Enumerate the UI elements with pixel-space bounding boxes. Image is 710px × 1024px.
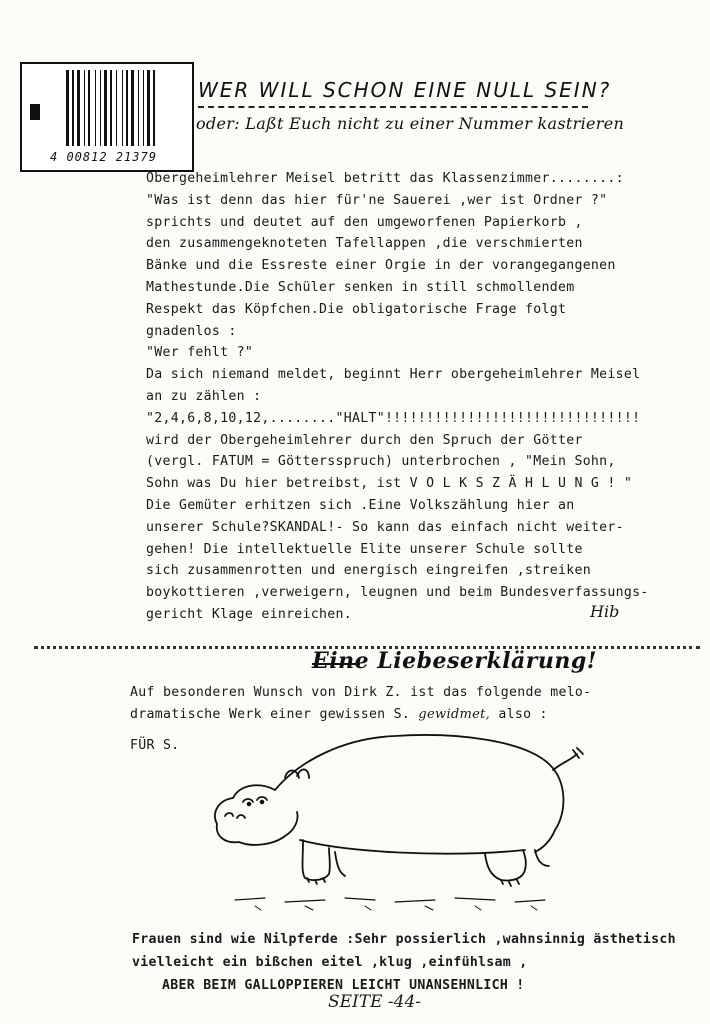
article-line: Mathestunde.Die Schüler senken in still schmollendem — [146, 279, 575, 295]
barcode-bar — [104, 70, 107, 146]
barcode-bar — [84, 70, 85, 146]
article-line: gehen! Die intellektuelle Elite unserer Schule sollte — [146, 541, 583, 557]
barcode-bar — [138, 70, 139, 146]
article-line: gericht Klage einreichen. — [146, 606, 352, 622]
barcode-bar — [77, 70, 80, 146]
barcode-bar — [131, 70, 134, 146]
article-line: Da sich niemand meldet, beginnt Herr obergeheimlehrer Meisel — [146, 367, 641, 383]
barcode-bar — [143, 70, 144, 146]
love-section-title: Eine Liebeserklärung! — [312, 648, 597, 674]
poem — [132, 928, 676, 997]
headline-underline — [198, 106, 588, 108]
author-signature: Hib — [590, 602, 620, 621]
barcode-bar — [126, 70, 128, 146]
article-line: Bänke und die Essreste einer Orgie in der vorangegangenen — [146, 258, 616, 274]
barcode — [20, 62, 194, 172]
article-line: Sohn was Du hier betreibst, ist V O L K S Z Ä H L U N G ! " — [146, 476, 633, 492]
poem-line: vielleicht ein bißchen eitel ,klug ,einfühlsam , — [132, 955, 528, 970]
article-line: den zusammengeknoteten Tafellappen ,die verschmierten — [146, 236, 583, 252]
article-line: "Was ist denn das hier für'ne Sauerei ,wer ist Ordner ?" — [146, 192, 608, 208]
article-line: unserer Schule?SKANDAL!- So kann das einfach nicht weiter- — [146, 519, 624, 535]
page-number: SEITE -44- — [328, 992, 422, 1012]
page-subheadline: oder: Laßt Euch nicht zu einer Nummer kastrieren — [196, 114, 625, 133]
article-body — [146, 168, 686, 626]
intro-line: Auf besonderen Wunsch von Dirk Z. ist das folgende melo- — [130, 685, 592, 700]
barcode-bar — [100, 70, 101, 146]
barcode-bar — [122, 70, 123, 146]
title-strikethrough — [312, 663, 360, 665]
barcode-bar — [95, 70, 96, 146]
article-line: Respekt das Köpfchen.Die obligatorische Frage folgt — [146, 301, 567, 317]
article-line: gnadenlos : — [146, 323, 237, 339]
poem-line: Frauen sind wie Nilpferde :Sehr possierlich ,wahnsinnig ästhetisch — [132, 932, 676, 947]
article-line: (vergl. FATUM = Göttersspruch) unterbrochen , "Mein Sohn, — [146, 454, 616, 470]
barcode-bar — [153, 70, 155, 146]
article-line: "2,4,6,8,10,12,........"HALT"!!!!!!!!!!!!!!!!!!!!!!!!!!!!!!! — [146, 410, 641, 426]
handwritten-insert: gewidmet, — [418, 707, 491, 722]
barcode-marker — [30, 104, 40, 120]
dedication: FÜR S. — [130, 738, 180, 753]
barcode-bar — [110, 70, 112, 146]
article-line: an zu zählen : — [146, 388, 262, 404]
article-line: Obergeheimlehrer Meisel betritt das Klassenzimmer........: — [146, 171, 624, 186]
article-line: boykottieren ,verweigern, leugnen und beim Bundesverfassungs- — [146, 585, 649, 601]
intro-text: also : — [498, 707, 548, 722]
article-line: "Wer fehlt ?" — [146, 345, 254, 361]
poem-line: ABER BEIM GALLOPPIEREN LEICHT UNANSEHNLICH ! — [162, 978, 525, 993]
barcode-bar — [72, 70, 74, 146]
article-line: sprichts und deutet auf den umgeworfenen Papierkorb , — [146, 214, 583, 230]
barcode-bar — [88, 70, 90, 146]
barcode-bar — [147, 70, 150, 146]
article-line: sich zusammenrotten und energisch eingreifen ,streiken — [146, 563, 591, 579]
barcode-bar — [116, 70, 117, 146]
page-headline: WER WILL SCHON EINE NULL SEIN? — [198, 78, 612, 102]
hippo-illustration — [205, 720, 585, 920]
intro-text: dramatische Werk einer gewissen S. — [130, 707, 411, 722]
barcode-bar — [66, 70, 69, 146]
article-line: wird der Obergeheimlehrer durch den Spruch der Götter — [146, 432, 583, 448]
article-line: Die Gemüter erhitzen sich .Eine Volkszählung hier an — [146, 497, 575, 513]
barcode-number: 4 00812 21379 — [50, 150, 157, 164]
